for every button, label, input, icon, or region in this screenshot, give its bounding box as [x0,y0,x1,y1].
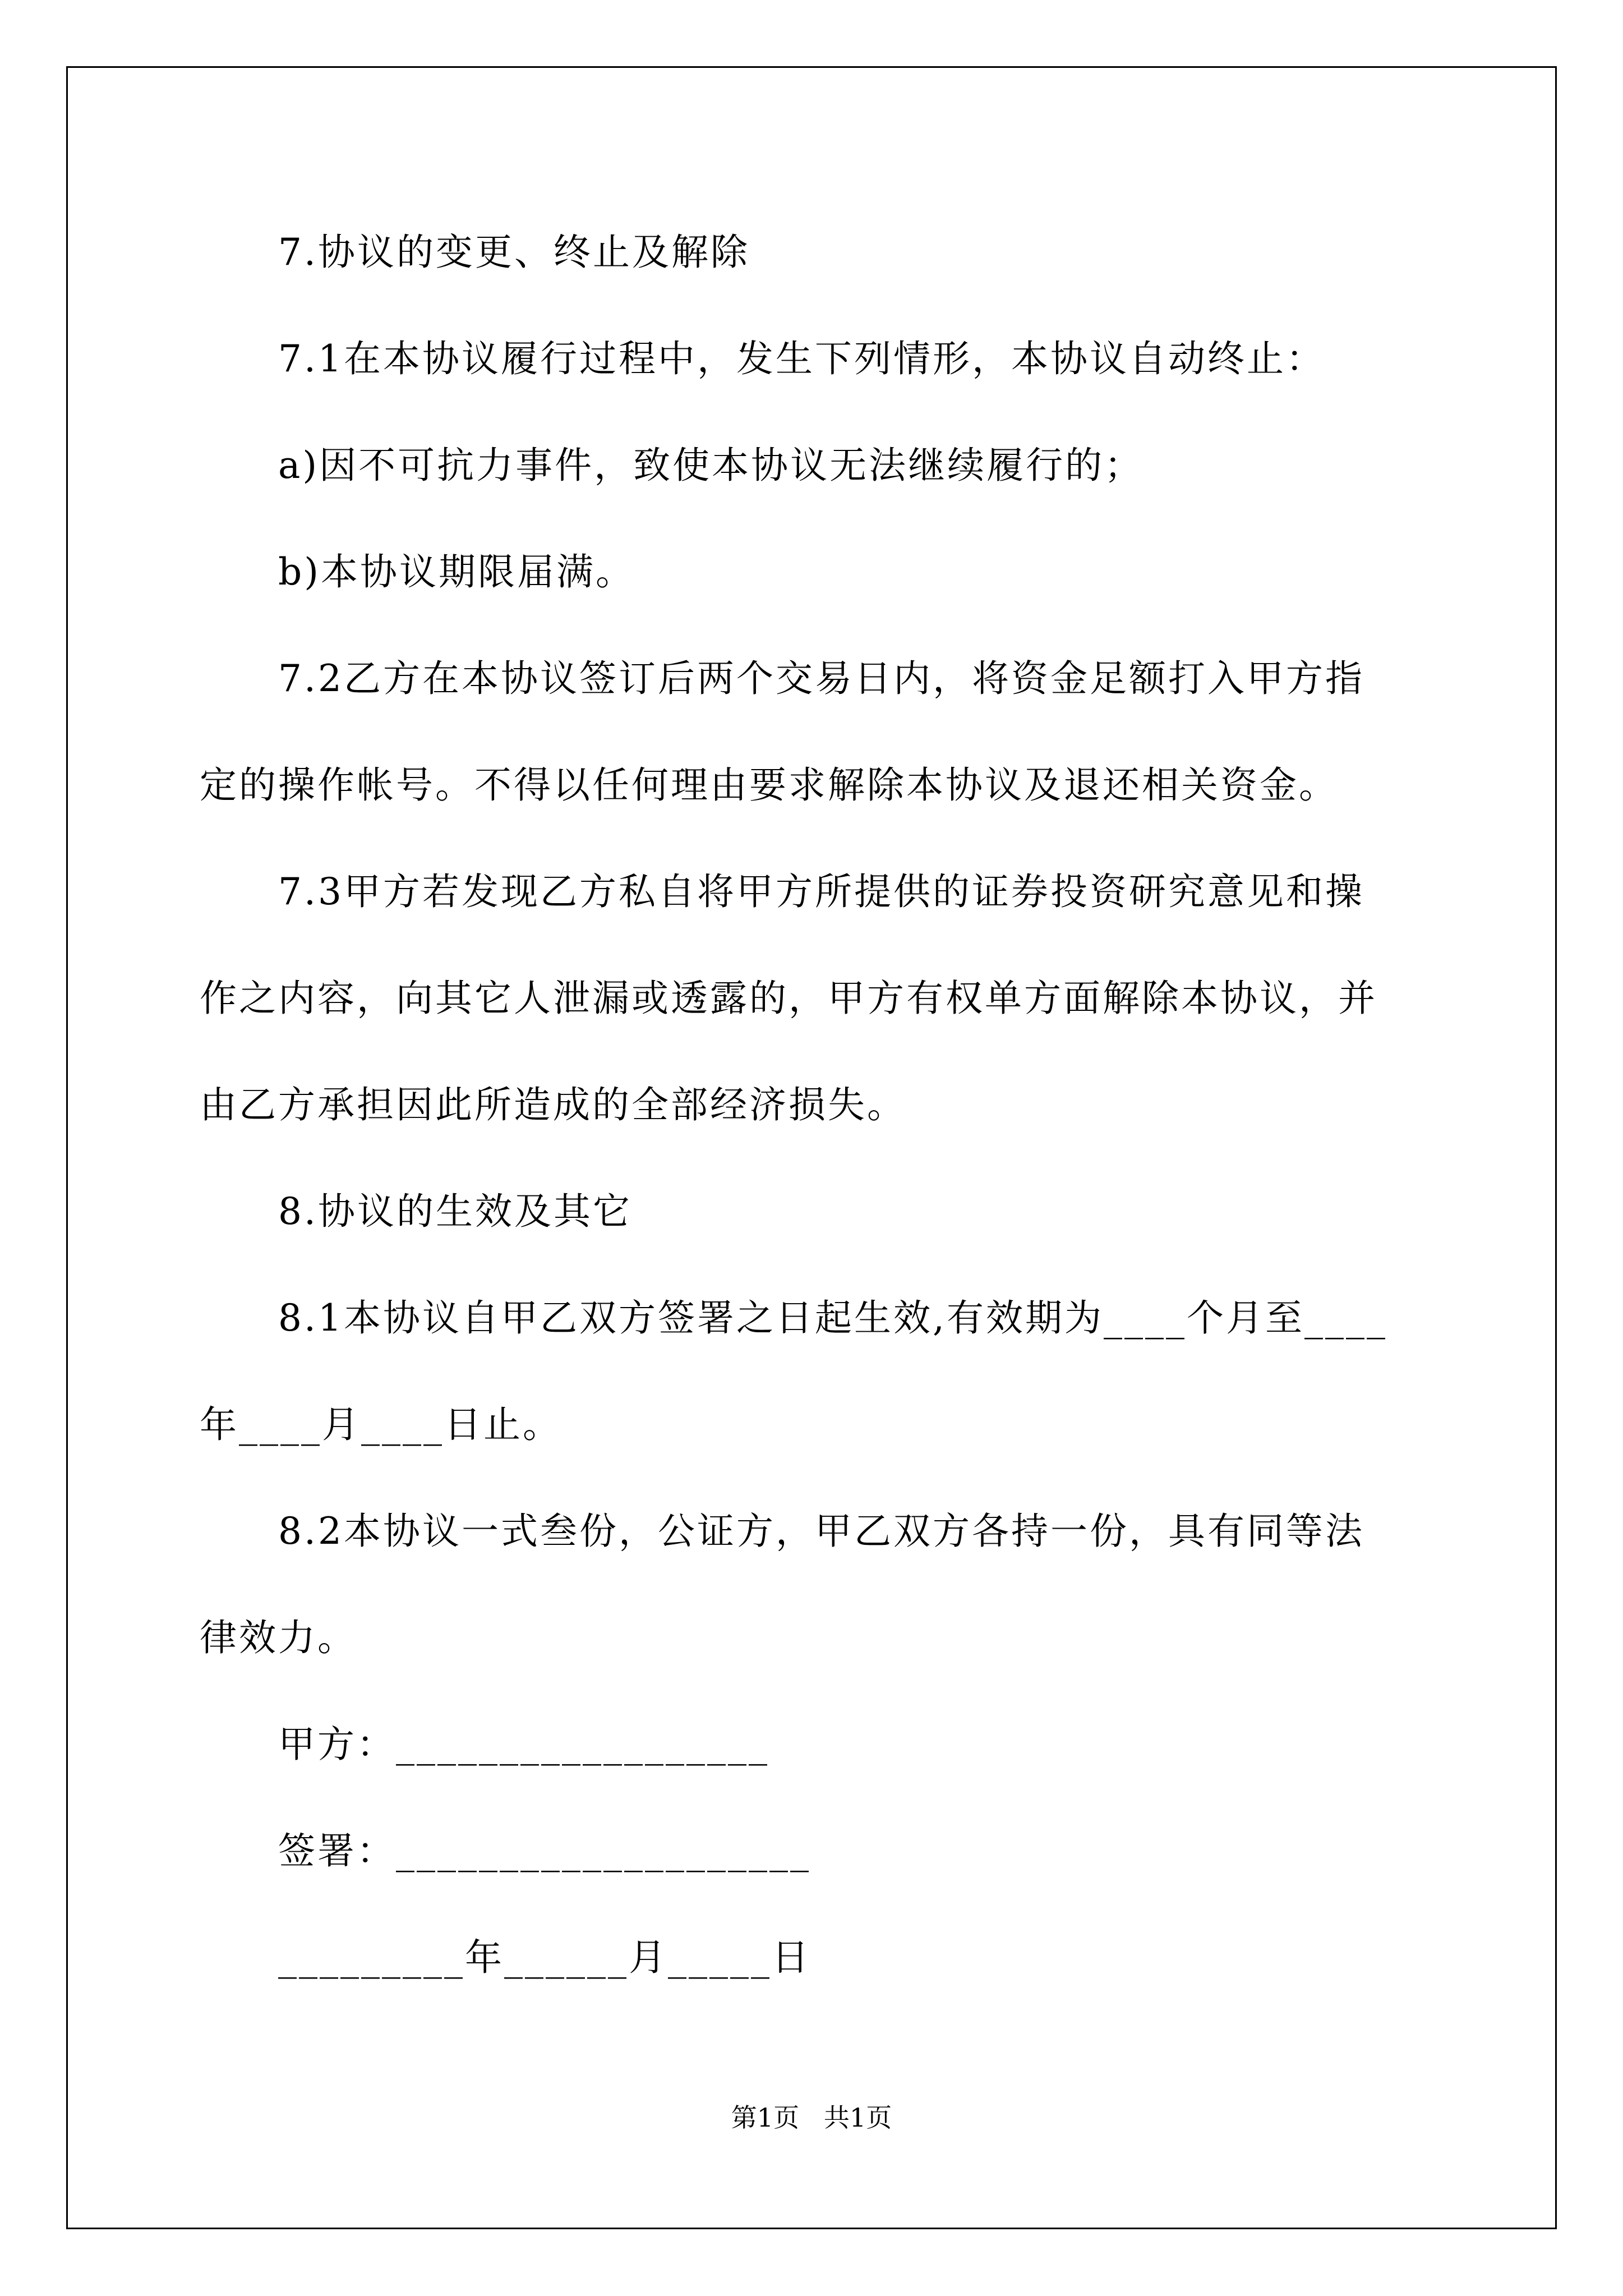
paragraph-line: 定的操作帐号。不得以任何理由要求解除本协议及退还相关资金。 [200,763,1338,807]
party-a-signature-line: 甲方：__________________ [278,1723,769,1766]
signature-line: 签署：____________________ [278,1829,811,1872]
page-footer: 第1页 共1页 [731,2102,892,2133]
page-border [66,66,1557,2229]
paragraph-line: 律效力。 [200,1616,357,1659]
paragraph-line: 8.1本协议自甲乙双方签署之日起生效,有效期为____个月至____ [278,1296,1387,1340]
paragraph-line: a)因不可抗力事件，致使本协议无法继续履行的； [278,444,1144,487]
paragraph-line: 7.3甲方若发现乙方私自将甲方所提供的证券投资研究意见和操 [278,870,1364,913]
paragraph-line: 7.2乙方在本协议签订后两个交易日内，将资金足额打入甲方指 [278,657,1364,700]
paragraph-line: 8.2本协议一式叁份，公证方，甲乙双方各持一份，具有同等法 [278,1510,1364,1553]
paragraph-line: 由乙方承担因此所造成的全部经济损失。 [200,1083,906,1126]
date-line: _________年______月_____日 [278,1936,811,1979]
paragraph-line: 作之内容，向其它人泄漏或透露的，甲方有权单方面解除本协议，并 [200,977,1377,1020]
section-heading-7: 7.协议的变更、终止及解除 [278,231,750,274]
paragraph-line: 年____月____日止。 [200,1403,562,1446]
paragraph-line: b)本协议期限届满。 [278,550,635,593]
paragraph-line: 7.1在本协议履行过程中，发生下列情形，本协议自动终止： [278,337,1325,380]
section-heading-8: 8.协议的生效及其它 [278,1190,632,1233]
